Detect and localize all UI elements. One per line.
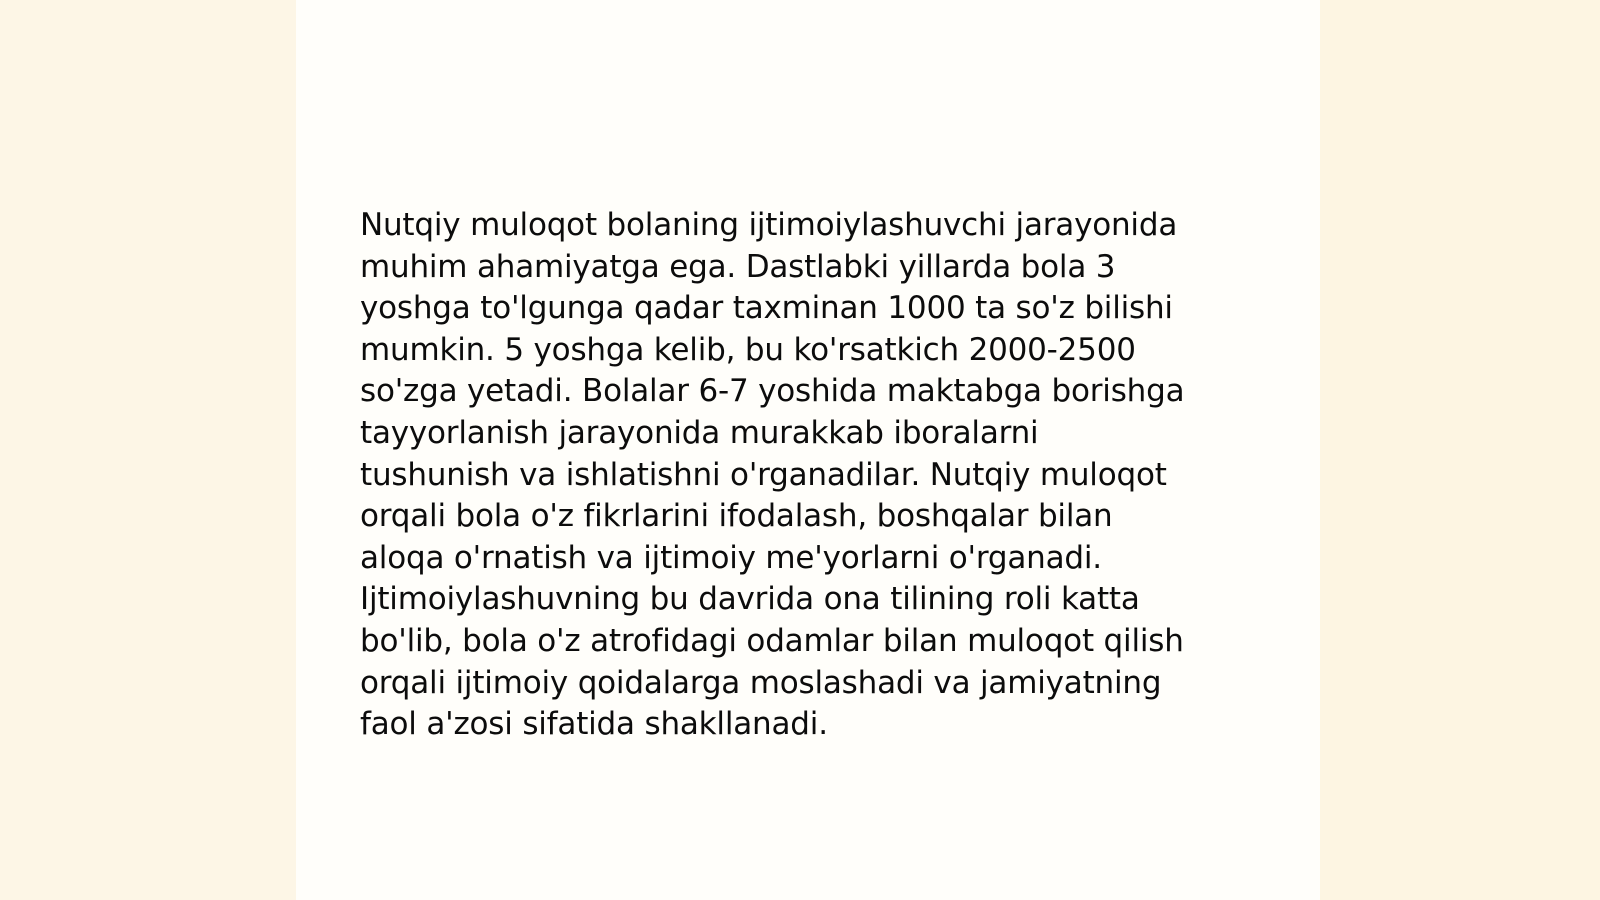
paragraph-line: orqali bola o'z fikrlarini ifodalash, boshqalar bilan: [360, 498, 1113, 535]
body-paragraph: [360, 205, 1260, 746]
paragraph-line: tushunish va ishlatishni o'rganadilar. Nutqiy muloqot: [360, 456, 1167, 493]
paragraph-line: bo'lib, bola o'z atrofidagi odamlar bilan muloqot qilish: [360, 622, 1184, 659]
paragraph-line: tayyorlanish jarayonida murakkab iboralarni: [360, 414, 1039, 451]
paragraph-line: mumkin. 5 yoshga kelib, bu ko'rsatkich 2000-2500: [360, 331, 1136, 368]
paragraph-line: orqali ijtimoiy qoidalarga moslashadi va jamiyatning: [360, 664, 1162, 701]
paragraph-line: faol a'zosi sifatida shakllanadi.: [360, 706, 828, 743]
left-margin: [0, 0, 296, 900]
paragraph-line: muhim ahamiyatga ega. Dastlabki yillarda bola 3: [360, 248, 1116, 285]
paragraph-line: aloqa o'rnatish va ijtimoiy me'yorlarni o'rganadi.: [360, 539, 1102, 576]
paragraph-line: Nutqiy muloqot bolaning ijtimoiylashuvchi jarayonida: [360, 207, 1178, 243]
right-margin: [1320, 0, 1600, 900]
paragraph-line: yoshga to'lgunga qadar taxminan 1000 ta so'z bilishi: [360, 290, 1173, 327]
paragraph-line: Ijtimoiylashuvning bu davrida ona tilining roli katta: [360, 581, 1140, 618]
paragraph-line: so'zga yetadi. Bolalar 6-7 yoshida maktabga borishga: [360, 373, 1185, 410]
